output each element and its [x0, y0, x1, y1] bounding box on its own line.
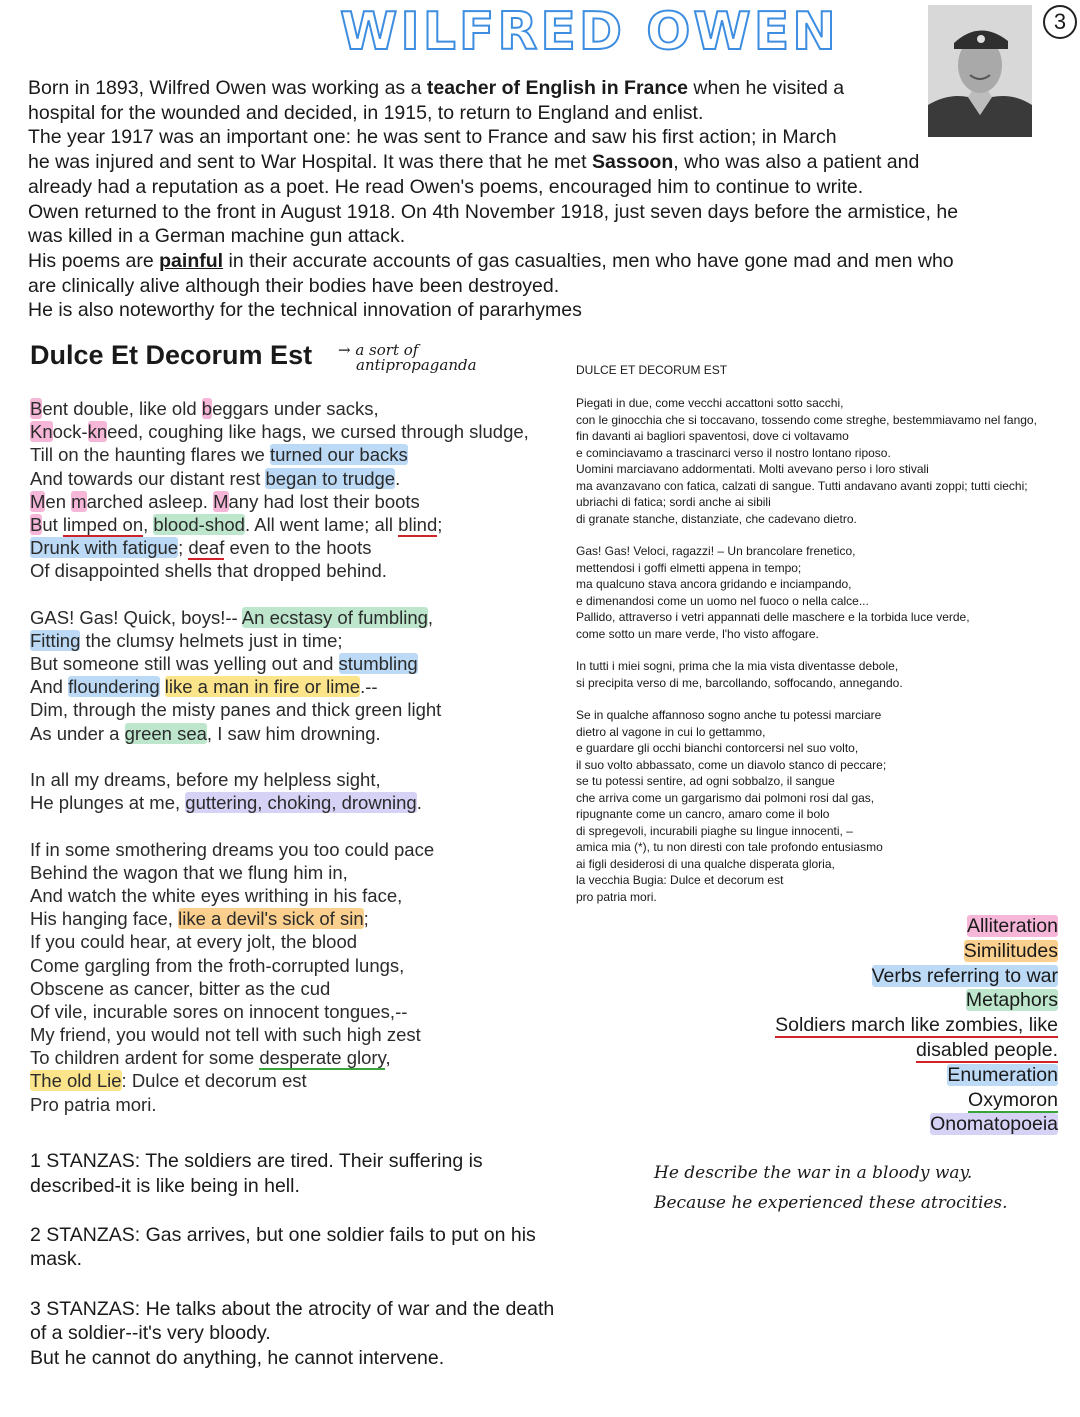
- bio-bold: teacher of English in France: [426, 77, 689, 99]
- poem-line: If in some smothering dreams you too could pace: [30, 838, 435, 860]
- handwritten-note-antipropaganda: [338, 343, 477, 373]
- translation-line: amica mia (*), tu non diresti con tale profondo entusiasmo: [576, 840, 883, 854]
- handwritten-comment: [654, 1158, 1074, 1218]
- legend-item: Alliteration: [966, 915, 1058, 937]
- legend-item: Oxymoron: [968, 1088, 1058, 1111]
- translation-line: Uomini marciavano addormentati. Molti avevano perso i loro stivali: [576, 462, 929, 476]
- biography: [28, 76, 1048, 323]
- poem-line: My friend, you would not tell with such high zest: [30, 1024, 421, 1046]
- bio-text: , who was also a patient and: [673, 151, 920, 174]
- poem-line: Of disappointed shells that dropped behind.: [30, 560, 387, 582]
- hand-line: He describe the war in a bloody way.: [654, 1163, 973, 1183]
- translation-line: In tutti i miei sogni, prima che la mia vista diventasse debole,: [576, 659, 899, 673]
- poem-line: Knock-kneed, coughing like hags, we cursed through sludge,: [30, 421, 529, 443]
- translation-line: Piegati in due, come vecchi accattoni sotto sacchi,: [576, 396, 844, 410]
- poem-line: Behind the wagon that we flung him in,: [30, 861, 348, 883]
- bio-line: The year 1917 was an important one: he was sent to France and saw his first action; in March: [28, 126, 837, 149]
- translation-line: con le ginocchia che si toccavano, tossendo come streghe, bestemmiavamo nel fango,: [576, 412, 1037, 427]
- translation-line: ma qualcuno stava ancora gridando e inciampando,: [576, 577, 852, 591]
- poem-line: The old Lie: Dulce et decorum est: [30, 1070, 307, 1092]
- poem-line: Bent double, like old beggars under sacks,: [30, 398, 379, 419]
- legend-item: disabled people.: [915, 1038, 1058, 1061]
- translation-line: che arriva come un gargarismo dai polmoni rosi dal gas,: [576, 790, 875, 805]
- poem-line: If you could hear, at every jolt, the blood: [30, 931, 358, 953]
- bio-bold: Sassoon: [591, 151, 674, 174]
- poem-line: And towards our distant rest began to trudge.: [30, 467, 401, 489]
- translation-line: ubriachi di fatica; sordi anche ai sibili: [576, 495, 771, 509]
- translation-line: e guardare gli occhi bianchi contorcersi nel suo volto,: [576, 741, 859, 755]
- stanza-summary-3b: But he cannot do anything, he cannot intervene.: [30, 1346, 445, 1369]
- bio-line: was killed in a German machine gun attack.: [28, 225, 406, 248]
- poem-line: Till on the haunting flares we turned our backs: [30, 444, 408, 466]
- translation-line: di granate stanche, distanziate, che cadevano dietro.: [576, 511, 857, 526]
- translation-line: Gas! Gas! Veloci, ragazzi! – Un brancolare frenetico,: [576, 544, 856, 558]
- poem-title: Dulce Et Decorum Est: [30, 340, 313, 370]
- legend-item: Enumeration: [947, 1063, 1058, 1086]
- poem-line: His hanging face, like a devil's sick of sin;: [30, 908, 369, 930]
- poem-line: And watch the white eyes writhing in his face,: [30, 884, 403, 906]
- translation-line: ma avanzavano con fatica, calzati di sangue. Tutti andavano avanti zoppi; tutti ciechi;: [576, 478, 1028, 493]
- stanza-summary-3: 3 STANZAS: He talks about the atrocity of war and the death of a soldier--it's very bloody.: [30, 1297, 555, 1345]
- poem-line: But limped on, blood-shod. All went lame; all blind;: [30, 513, 443, 535]
- page-title: WILFRED OWEN: [340, 2, 839, 62]
- translation-line: come sotto un mare verde, l'ho visto affogare.: [576, 626, 819, 641]
- translation-line: e cominciavamo a trascinarci verso il nostro lontano riposo.: [576, 445, 891, 460]
- bio-bold: painful: [159, 249, 224, 272]
- translation-title: DULCE ET DECORUM EST: [576, 363, 728, 377]
- translation-line: dietro al vagone in cui lo gettammo,: [576, 724, 766, 739]
- translation-line: si precipita verso di me, barcollando, soffocando, annegando.: [576, 675, 903, 690]
- poem-line: Pro patria mori.: [30, 1093, 157, 1115]
- poem-text: [30, 397, 560, 1116]
- stanza-summaries: [30, 1149, 560, 1395]
- stanza-summary-2: 2 STANZAS: Gas arrives, but one soldier fails to put on his mask.: [30, 1223, 536, 1271]
- bio-text: he was injured and sent to War Hospital. It was there that he met: [28, 151, 592, 174]
- poem-line: Men marched asleep. Many had lost their boots: [30, 490, 420, 512]
- bio-text: His poems are: [28, 249, 160, 272]
- note-line: antipropaganda: [356, 356, 477, 374]
- translation-line: mettendosi i goffi elmetti appena in tempo;: [576, 560, 802, 575]
- legend-item: Soldiers march like zombies, like: [775, 1014, 1058, 1037]
- translation-line: ai figli desiderosi di una qualche disperata gloria,: [576, 856, 835, 871]
- poem-line: As under a green sea, I saw him drowning.: [30, 722, 381, 744]
- poem-line: GAS! Gas! Quick, boys!-- An ecstasy of fumbling,: [30, 606, 434, 628]
- bio-line: already had a reputation as a poet. He read Owen's poems, encouraged him to continue to write.: [28, 175, 864, 198]
- stanza-summary-1: 1 STANZAS: The soldiers are tired. Their suffering is described-it is like being in hell.: [30, 1150, 483, 1197]
- poem-line: But someone still was yelling out and stumbling: [30, 653, 418, 675]
- poem-line: Dim, through the misty panes and thick green light: [30, 699, 442, 721]
- poem-line: Fitting the clumsy helmets just in time;: [30, 629, 343, 651]
- bio-line: are clinically alive although their bodies have been destroyed.: [28, 274, 560, 297]
- translation-line: fin davanti ai bagliori spaventosi, dove ci voltavamo: [576, 429, 849, 443]
- poem-line: Drunk with fatigue; deaf even to the hoots: [30, 537, 372, 559]
- legend-item: Verbs referring to war: [871, 964, 1058, 987]
- bio-text: when he visited a: [688, 77, 845, 99]
- bio-text: Born in 1893, Wilfred Owen was working as a: [28, 77, 427, 99]
- bio-line: [28, 150, 1048, 175]
- hand-line: Because he experienced these atrocities.: [654, 1193, 1008, 1213]
- poem-line: He plunges at me, guttering, choking, drowning.: [30, 792, 422, 814]
- translation-line: pro patria mori.: [576, 889, 657, 904]
- translation-line: ripugnante come un cancro, amaro come il bolo: [576, 807, 830, 821]
- highlight-legend: [700, 914, 1058, 1137]
- bio-line: hospital for the wounded and decided, in 1915, to return to England and enlist.: [28, 101, 704, 124]
- translation-line: Pallido, attraverso i vetri appannati delle maschere e la torbida luce verde,: [576, 610, 970, 624]
- translation-line: se tu potessi sentire, ad ogni sobbalzo, il sangue: [576, 774, 835, 788]
- translation-line: e dimenandosi come un uomo nel fuoco o nella calce...: [576, 593, 869, 608]
- poem-line: Of vile, incurable sores on innocent tongues,--: [30, 1000, 408, 1022]
- bio-line: Owen returned to the front in August 1918. On 4th November 1918, just seven days before the armistice, he: [28, 200, 959, 223]
- bio-line: [28, 76, 1048, 101]
- bio-line: [28, 249, 1048, 274]
- translation-line: il suo volto abbassato, come un diavolo stanco di peccare;: [576, 757, 887, 772]
- translation-line: Se in qualche affannoso sogno anche tu potessi marciare: [576, 708, 882, 722]
- translation-text: [576, 395, 1071, 905]
- poem-line: In all my dreams, before my helpless sight,: [30, 769, 381, 790]
- poem-line: And floundering like a man in fire or lime.--: [30, 676, 378, 698]
- translation-line: di spregevoli, incurabili piaghe su lingue innocenti, –: [576, 823, 853, 838]
- page-number-badge: 3: [1043, 5, 1077, 39]
- poem-line: To children ardent for some desperate glory,: [30, 1047, 391, 1069]
- bio-text: in their accurate accounts of gas casualties, men who have gone mad and men who: [223, 249, 954, 272]
- poem-line: Obscene as cancer, bitter as the cud: [30, 977, 331, 999]
- legend-item: Metaphors: [965, 989, 1058, 1012]
- note-line: → a sort of: [338, 341, 419, 359]
- legend-item: Similitudes: [963, 939, 1058, 962]
- translation-line: la vecchia Bugia: Dulce et decorum est: [576, 873, 784, 887]
- legend-item: Onomatopoeia: [930, 1113, 1058, 1136]
- bio-line: He is also noteworthy for the technical innovation of pararhymes: [28, 299, 582, 322]
- poem-line: Come gargling from the froth-corrupted lungs,: [30, 954, 405, 976]
